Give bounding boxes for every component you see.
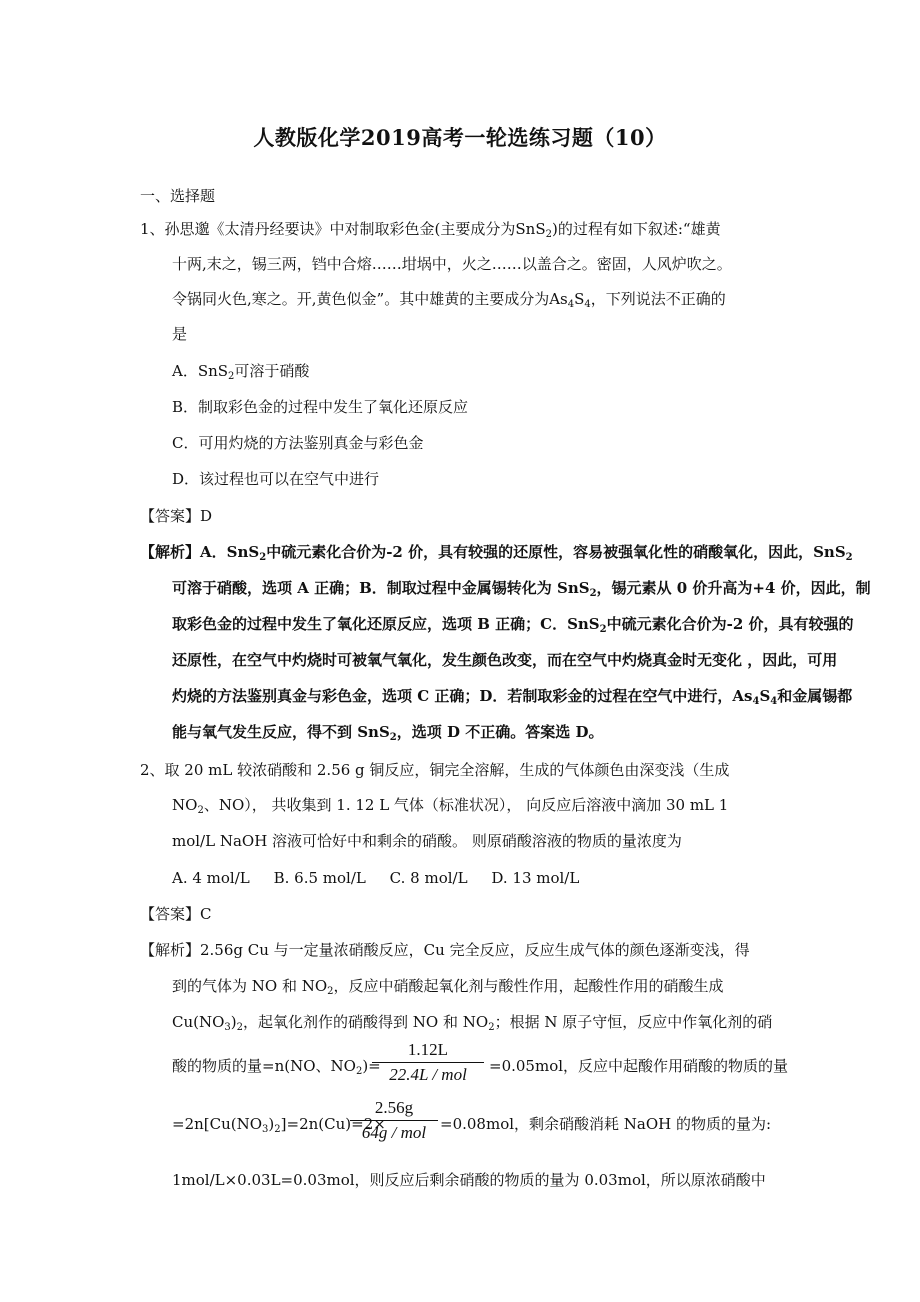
- q2-stem-line-1: 2、取 20 mL 较浓硝酸和 2.56 g 铜反应，铜完全溶解，生成的气体颜色由深变浅（生成: [140, 761, 730, 779]
- q2-answer: 【答案】C: [140, 905, 212, 923]
- q2-explanation-line-6: 1mol/L×0.03L=0.03mol，则反应后剩余硝酸的物质的量为 0.03mol，所以原浓硝酸中: [172, 1171, 766, 1189]
- q2-explanation-line-3: $Cu(NO_3)_2$，起氧化剂作的硝酸得到 NO 和 $NO_2$；根据 N 原子守恒，反应中作氧化剂的硝: [172, 1013, 773, 1033]
- page-title: 人教版化学2019高考一轮选练习题（10）: [253, 125, 667, 150]
- fraction-denominator: 64g / mol: [361, 1123, 427, 1142]
- q1-stem-line-1: 1、孙思邈《太清丹经要诀》中对制取彩色金(主要成分为SnS$_2$)的过程有如下叙述:“雄黄: [140, 220, 721, 240]
- fraction-gas-moles: [372, 1040, 484, 1085]
- section-heading: 一、选择题: [140, 187, 216, 205]
- fraction-copper-moles: [350, 1098, 438, 1143]
- q1-answer: 【答案】D: [140, 507, 213, 525]
- q2-explanation-line-4b: =0.05mol，反应中起酸作用硝酸的物质的量: [489, 1057, 789, 1075]
- q1-explanation-line-1: 【解析】A．SnS$_2$中硫元素化合价为-2 价，具有较强的还原性，容易被强氧化性的硝酸氧化，因此，SnS$_2$: [140, 543, 853, 563]
- q1-stem-line-2: 十两,末之，锡三两，铛中合熔……坩埚中，火之……以盖合之。密固，人风炉吹之。: [172, 255, 732, 273]
- q1-explanation-line-4: 还原性，在空气中灼烧时可被氧气氧化，发生颜色改变，而在空气中灼烧真金时无变化 ，因此，可用: [172, 651, 838, 669]
- fraction-bar: [372, 1062, 484, 1063]
- q2-explanation-line-2: 到的气体为 NO 和 $NO_2$，反应中硝酸起氧化剂与酸性作用，起酸性作用的硝酸生成: [172, 977, 724, 997]
- q2-explanation-line-5a: $=2n[Cu(NO_3)_2]=2n(Cu)=2\times$: [172, 1115, 386, 1135]
- q1-option-c: C．可用灼烧的方法鉴别真金与彩色金: [172, 434, 424, 452]
- q1-explanation-line-5: 灼烧的方法鉴别真金与彩色金，选项 C 正确；D．若制取彩金的过程在空气中进行，$As_4S_4$和金属锡都: [172, 687, 853, 707]
- q1-explanation-line-2: 可溶于硝酸，选项 A 正确；B．制取过程中金属锡转化为 SnS$_2$，锡元素从 0 价升高为+4 价，因此，制: [172, 579, 871, 599]
- q1-stem-line-3: 令锅同火色,寒之。开,黄色似金”。其中雄黄的主要成分为$As_4S_4$，下列说法不正确的: [172, 290, 726, 310]
- q1-explanation-line-3: 取彩色金的过程中发生了氧化还原反应，选项 B 正确；C．SnS$_2$中硫元素化合价为-2 价，具有较强的: [172, 615, 854, 635]
- q1-option-a: A．SnS$_2$可溶于硝酸: [172, 362, 310, 382]
- fraction-numerator: 1.12L: [407, 1040, 449, 1059]
- q2-explanation-line-5b: =0.08mol，剩余硝酸消耗 NaOH 的物质的量为:: [440, 1115, 772, 1133]
- q2-explanation-line-1: 【解析】2.56g Cu 与一定量浓硝酸反应，Cu 完全反应，反应生成气体的颜色逐渐变浅，得: [140, 941, 750, 959]
- q1-option-d: D．该过程也可以在空气中进行: [172, 470, 380, 488]
- q1-stem-line-4: 是: [172, 325, 188, 343]
- fraction-bar: [350, 1120, 438, 1121]
- q2-options: A. 4 mol/L B. 6.5 mol/L C. 8 mol/L D. 13 mol/L: [172, 869, 580, 887]
- q2-stem-line-3: mol/L NaOH 溶液可恰好中和剩余的硝酸。 则原硝酸溶液的物质的量浓度为: [172, 832, 682, 850]
- q2-explanation-line-4a: 酸的物质的量=n(NO、$NO_2)=$: [172, 1057, 381, 1077]
- q1-explanation-line-6: 能与氧气发生反应，得不到 SnS$_2$，选项 D 不正确。答案选 D。: [172, 723, 604, 743]
- fraction-numerator: 2.56g: [374, 1098, 414, 1117]
- q2-stem-line-2: $NO_2$、NO）， 共收集到 1. 12 L 气体（标准状况）， 向反应后溶液中滴加 30 mL 1: [172, 796, 729, 816]
- fraction-denominator: 22.4L / mol: [389, 1065, 467, 1084]
- q1-option-b: B．制取彩色金的过程中发生了氧化还原反应: [172, 398, 469, 416]
